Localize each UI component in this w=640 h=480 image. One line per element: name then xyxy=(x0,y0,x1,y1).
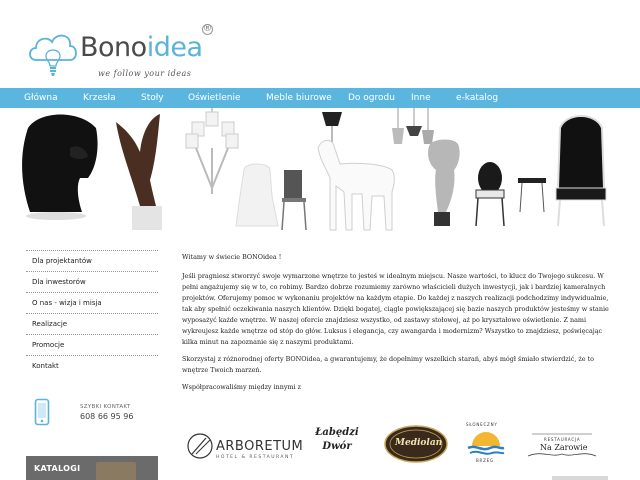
covered-chair-image xyxy=(236,164,278,226)
medallion-chair-image xyxy=(476,162,504,226)
contact-label: SZYBKI KONTAKT xyxy=(80,404,131,410)
sidebar-item-o-nas[interactable]: O nas - wizja i misja xyxy=(26,292,158,313)
partners-logos xyxy=(180,418,610,468)
mediolan-name: Mediolan xyxy=(395,438,443,448)
nav-item-stoly[interactable]: Stoły xyxy=(141,93,164,103)
sunrise-wave-icon xyxy=(466,430,506,458)
quick-contact xyxy=(26,396,158,428)
catalog-label: KATALOGI xyxy=(34,464,81,473)
throne-chair-image xyxy=(556,116,606,226)
hero-banner xyxy=(0,108,640,236)
partner-arboretum[interactable] xyxy=(184,424,304,464)
sidebar-menu xyxy=(26,250,158,376)
nav-item-oswietlenie[interactable]: Oświetlenie xyxy=(188,93,241,103)
brand-tagline: we follow your ideas xyxy=(98,69,192,78)
partner-labedzi-dwor[interactable] xyxy=(306,420,370,466)
pendant-lamps-image xyxy=(392,108,434,144)
sidebar-item-dla-projektantow[interactable]: Dla projektantów xyxy=(26,250,158,271)
partner-mediolan[interactable] xyxy=(384,424,448,464)
nav-item-inne[interactable]: Inne xyxy=(411,93,431,103)
face-chair-image xyxy=(22,115,98,221)
chandelier-image xyxy=(186,108,238,194)
partner-sloneczny-brzeg[interactable] xyxy=(454,420,518,466)
contact-phone-number[interactable]: 608 66 95 96 xyxy=(80,412,134,421)
na-zarowie-small: RESTAURACJA xyxy=(544,437,581,442)
offer-paragraph: Skorzystaj z różnorodnej oferty BONOidea, a gwarantujemy, że dopełnimy wszelkich starań, abyś mógł śmiało stwierdzić, że to wnętrze Twoich marzeń. xyxy=(182,355,595,374)
brand-name: Bonoidea xyxy=(80,32,203,63)
brand-logo[interactable] xyxy=(26,22,216,88)
sidebar-item-dla-inwestorow[interactable]: Dla inwestorów xyxy=(26,271,158,292)
labedzi-line1: Łabędzi xyxy=(315,427,359,438)
horse-lamp-image xyxy=(318,112,394,230)
sidebar-item-kontakt[interactable]: Kontakt xyxy=(26,355,158,376)
lightbulb-cloud-icon xyxy=(26,26,78,82)
arboretum-name: ARBORETUM xyxy=(216,439,304,454)
intro-paragraph: Jeśli pragniesz stworzyć swoje wymarzone wnętrze to jesteś w idealnym miejscu. Nasze wartości, to klucz do Twojego sukcesu. W pełni angażujemy się w to, co robimy. Bardzo dobrze rozumiemy zarówno właścicieli dużych inwestycji, jak i bardziej kameralnych projektów. Oferujemy pomoc w wykonaniu projektów na każdym etapie. Do każdej z naszych realizacji podchodzimy indywidualnie, tak aby spełnić oczekiwania naszych klientów. Dzięki bogatej, ciągle powiększającej się bazie naszych produktów jesteśmy w stanie wyposażyć każde wnętrze. W naszej ofercie znajdziesz wszystko, od zastawy stołowej, aż po kryształowe oświetlenie. Z nami wykreujesz każde wnętrze od stóp do głów. Luksus i elegancja, czy awangarda i modernizm? Wszystko to znajdziesz, poświęcając kilka minut na zapoznanie się z naszymi produktami. xyxy=(182,272,609,346)
metal-chair-image xyxy=(282,170,306,230)
main-content xyxy=(182,252,612,399)
na-zarowie-name: Na Zarowie xyxy=(540,443,588,452)
nav-item-glowna[interactable]: Główna xyxy=(24,93,58,103)
bottom-decoration xyxy=(552,476,608,480)
sidebar-item-promocje[interactable]: Promocje xyxy=(26,334,158,355)
nav-item-krzesla[interactable]: Krzesła xyxy=(83,93,116,103)
main-nav xyxy=(0,88,640,108)
nav-item-meble-biurowe[interactable]: Meble biurowe xyxy=(266,93,332,103)
smartphone-icon xyxy=(34,398,50,426)
catalog-banner[interactable] xyxy=(26,456,158,480)
sculpture-image xyxy=(116,114,162,230)
side-table-image xyxy=(518,178,546,212)
nav-item-e-katalog[interactable]: e-katalog xyxy=(456,93,499,103)
torso-sculpture-image xyxy=(428,140,460,227)
partner-na-zarowie[interactable] xyxy=(522,424,602,464)
labedzi-line2: Dwór xyxy=(322,441,352,452)
sidebar-item-realizacje[interactable]: Realizacje xyxy=(26,313,158,334)
sloneczny-line1: SŁONECZNY xyxy=(466,422,498,427)
arboretum-emblem-icon xyxy=(186,432,214,460)
catalog-thumbnail xyxy=(96,462,136,480)
registered-mark: ® xyxy=(203,24,212,34)
welcome-text: Witamy w świecie BONOidea ! xyxy=(182,253,282,261)
sloneczny-line2: BRZEG xyxy=(476,458,494,463)
partners-intro: Współpracowaliśmy między innymi z xyxy=(182,383,301,391)
nav-item-do-ogrodu[interactable]: Do ogrodu xyxy=(348,93,395,103)
arboretum-subtitle: HOTEL & RESTAURANT xyxy=(216,455,295,460)
